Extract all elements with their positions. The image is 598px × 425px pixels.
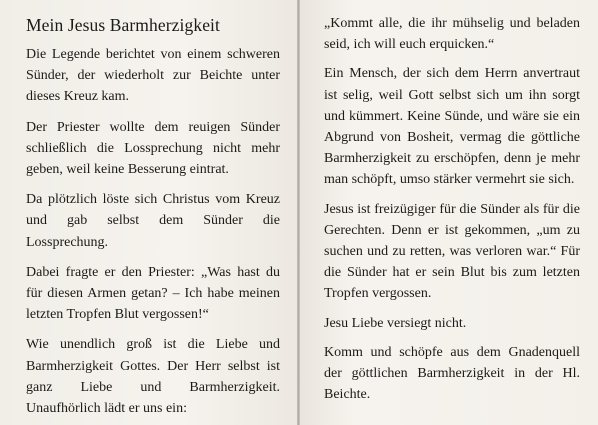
paragraph-legend: Die Legende berichtet von einem schweren Sünder, der wiederholt zur Beichte unter dieses Kreuz kam. [26, 47, 280, 105]
paragraph-question: Dabei fragte er den Priester: „Was hast du für diesen Armen getan? – Ich habe meinen letzten Tropfen Blut vergossen!“ [26, 264, 280, 323]
paragraph-priest: Der Priester wollte dem reuigen Sünder schließlich die Lossprechung nicht mehr geben, weil keine Besserung eintrat. [26, 119, 280, 178]
paragraph-invitation: Komm und schöpfe aus dem Gnadenquell der göttlichen Barmherzigkeit in der Hl. Beichte. [324, 344, 580, 403]
paragraph-love-never-ends: Jesu Liebe versiegt nicht. [324, 315, 467, 331]
paragraph-generous: Jesus ist freizügiger für die Sünder als für die Gerechten. Denn er ist gekommen, „um zu suchen und zu retten, was verloren war.“ Für die Sünder hat er sein Blut bis zum letzten Tropfen vergossen. [324, 201, 580, 302]
paragraph-quote: „Kommt alle, die ihr mühselig und beladen seid, ich will euch erquicken.“ [324, 16, 580, 53]
left-page [0, 0, 298, 425]
paragraph-trust: Ein Mensch, der sich dem Herrn anvertraut ist selig, weil Gott selbst sich um ihn sorgt und kümmert. Keine Sünde, und wäre sie ein Abgrund von Bosheit, vermag die göttliche Barmherzigkeit zu erschöpfen, denn je mehr man schöpft, umso stärker vermehrt sie sich. [324, 66, 580, 188]
right-page [300, 0, 598, 425]
paragraph-love: Wie unendlich groß ist die Liebe und Barmherzigkeit Gottes. Der Herr selbst ist ganz Liebe und Barmherzigkeit. Unaufhörlich lädt er uns ein: [26, 337, 280, 417]
paragraph-christ: Da plötzlich löste sich Christus vom Kreuz und gab selbst dem Sünder die Lossprechung. [26, 192, 280, 250]
page-title: Mein Jesus Barmherzigkeit [26, 15, 220, 35]
